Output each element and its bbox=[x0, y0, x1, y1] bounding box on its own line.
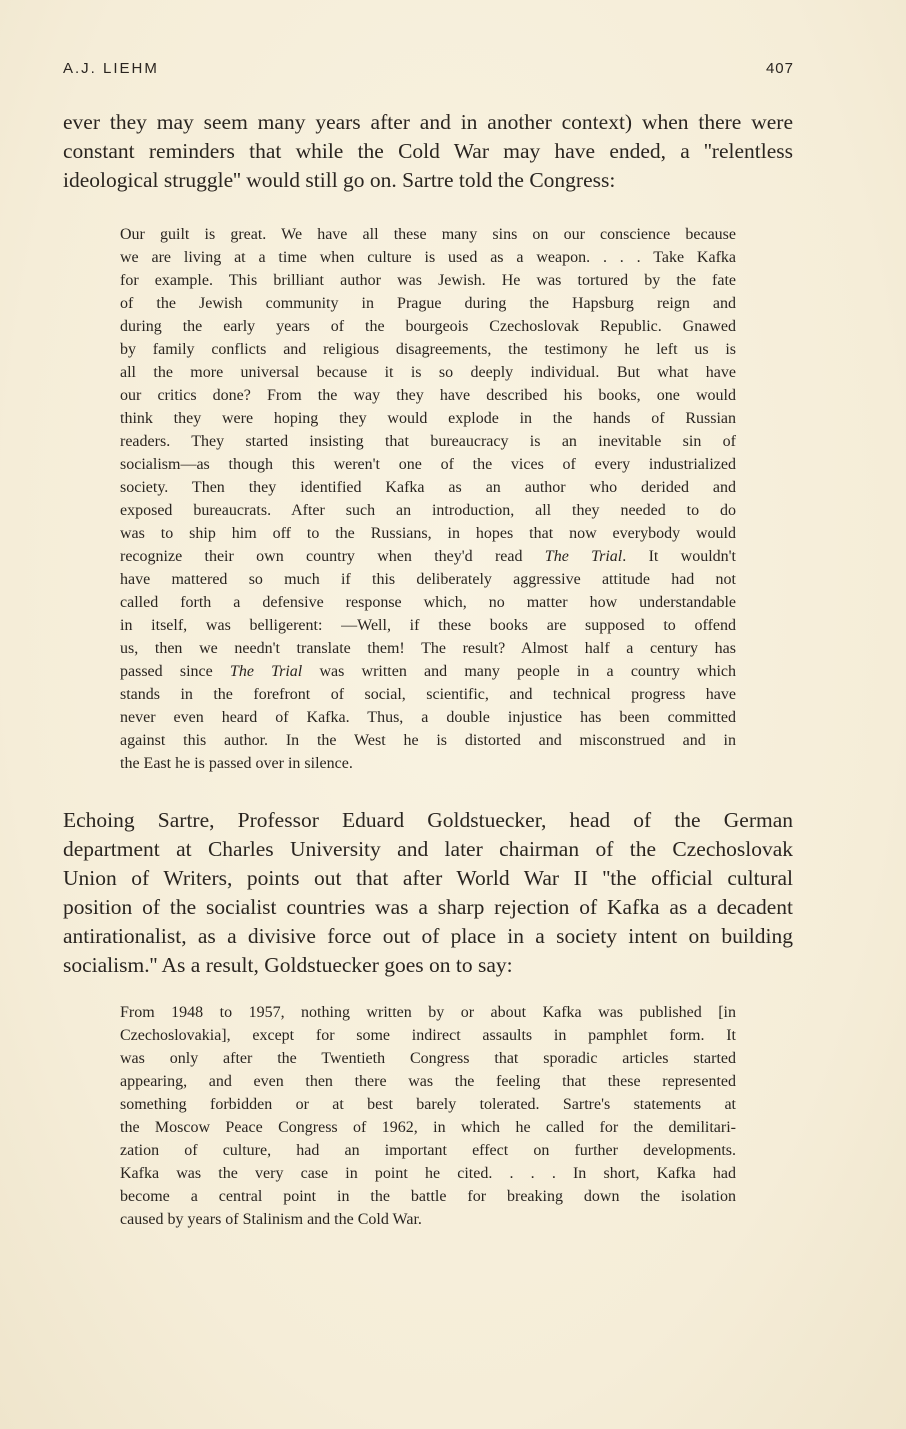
quote-line: appearing, and even then there was the feeling that these represented bbox=[120, 1073, 736, 1090]
quote-line: was to ship him off to the Russians, in hopes that now everybody would bbox=[120, 525, 736, 542]
quote-line: From 1948 to 1957, nothing written by or about Kafka was published [in bbox=[120, 1004, 736, 1021]
block-quote-sartre bbox=[120, 223, 736, 775]
quote-line: our critics done? From the way they have described his books, one would bbox=[120, 387, 736, 404]
quote-line: socialism—as though this weren't one of the vices of every industrialized bbox=[120, 456, 736, 473]
quote-line: called forth a defensive response which, no matter how understandable bbox=[120, 594, 736, 611]
quote-line: something forbidden or at best barely tolerated. Sartre's statements at bbox=[120, 1096, 736, 1113]
quote-line: by family conflicts and religious disagreements, the testimony he left us is bbox=[120, 341, 736, 358]
quote-line: have mattered so much if this deliberately aggressive attitude had not bbox=[120, 571, 736, 588]
quote-text: recognize their own country when they'd read bbox=[120, 548, 545, 565]
quote-line: think they were hoping they would explode in the hands of Russian bbox=[120, 410, 736, 427]
body-paragraph-1 bbox=[63, 108, 793, 195]
quote-line bbox=[120, 660, 736, 683]
quote-line: in itself, was belligerent: —Well, if these books are supposed to offend bbox=[120, 617, 736, 634]
quote-line: never even heard of Kafka. Thus, a double injustice has been committed bbox=[120, 709, 736, 726]
quote-line: caused by years of Stalinism and the Cold War. bbox=[120, 1211, 422, 1228]
page-number: 407 bbox=[765, 60, 794, 77]
book-title-the-trial: The Trial bbox=[544, 548, 623, 565]
quote-line: society. Then they identified Kafka as an author who derided and bbox=[120, 479, 736, 496]
quote-line: we are living at a time when culture is used as a weapon. . . . Take Kafka bbox=[120, 249, 736, 266]
quote-text: . It wouldn't bbox=[622, 548, 736, 565]
quote-line: exposed bureaucrats. After such an introduction, all they needed to do bbox=[120, 502, 736, 519]
quote-line: against this author. In the West he is distorted and misconstrued and in bbox=[120, 732, 736, 749]
quote-line: the East he is passed over in silence. bbox=[120, 755, 353, 772]
quote-text: passed since bbox=[120, 663, 230, 680]
quote-line: the Moscow Peace Congress of 1962, in which he called for the demilitari- bbox=[120, 1119, 736, 1136]
running-head: A.J. LIEHM bbox=[63, 60, 159, 77]
quote-line: all the more universal because it is so deeply individual. But what have bbox=[120, 364, 736, 381]
quote-line: stands in the forefront of social, scientific, and technical progress have bbox=[120, 686, 736, 703]
quote-line: Our guilt is great. We have all these many sins on our conscience because bbox=[120, 226, 736, 243]
text-line: department at Charles University and later chairman of the Czechoslovak bbox=[63, 837, 793, 861]
text-line: ideological struggle'' would still go on. Sartre told the Congress: bbox=[63, 168, 616, 192]
block-quote-goldstuecker bbox=[120, 1001, 736, 1231]
body-paragraph-2 bbox=[63, 806, 793, 980]
book-title-the-trial: The Trial bbox=[229, 663, 303, 680]
quote-line: become a central point in the battle for breaking down the isolation bbox=[120, 1188, 736, 1205]
quote-line: Czechoslovakia], except for some indirect assaults in pamphlet form. It bbox=[120, 1027, 736, 1044]
text-line: socialism.'' As a result, Goldstuecker goes on to say: bbox=[63, 953, 513, 977]
quote-line: readers. They started insisting that bureaucracy is an inevitable sin of bbox=[120, 433, 736, 450]
quote-line: us, then we needn't translate them! The result? Almost half a century has bbox=[120, 640, 736, 657]
quote-line: Kafka was the very case in point he cited. . . . In short, Kafka had bbox=[120, 1165, 736, 1182]
quote-line: during the early years of the bourgeois Czechoslovak Republic. Gnawed bbox=[120, 318, 736, 335]
quote-line: of the Jewish community in Prague during the Hapsburg reign and bbox=[120, 295, 736, 312]
text-line: Union of Writers, points out that after World War II ''the official cultural bbox=[63, 866, 793, 890]
text-line: ever they may seem many years after and in another context) when there were bbox=[63, 110, 793, 134]
quote-line: zation of culture, had an important effect on further developments. bbox=[120, 1142, 736, 1159]
quote-text: was written and many people in a country which bbox=[302, 663, 736, 680]
text-line: Echoing Sartre, Professor Eduard Goldstuecker, head of the German bbox=[63, 808, 793, 832]
quote-line: was only after the Twentieth Congress that sporadic articles started bbox=[120, 1050, 736, 1067]
quote-line bbox=[120, 545, 736, 568]
quote-line: for example. This brilliant author was Jewish. He was tortured by the fate bbox=[120, 272, 736, 289]
text-line: constant reminders that while the Cold War may have ended, a ''relentless bbox=[63, 139, 793, 163]
text-line: position of the socialist countries was a sharp rejection of Kafka as a decadent bbox=[63, 895, 793, 919]
text-line: antirationalist, as a divisive force out of place in a society intent on building bbox=[63, 924, 793, 948]
